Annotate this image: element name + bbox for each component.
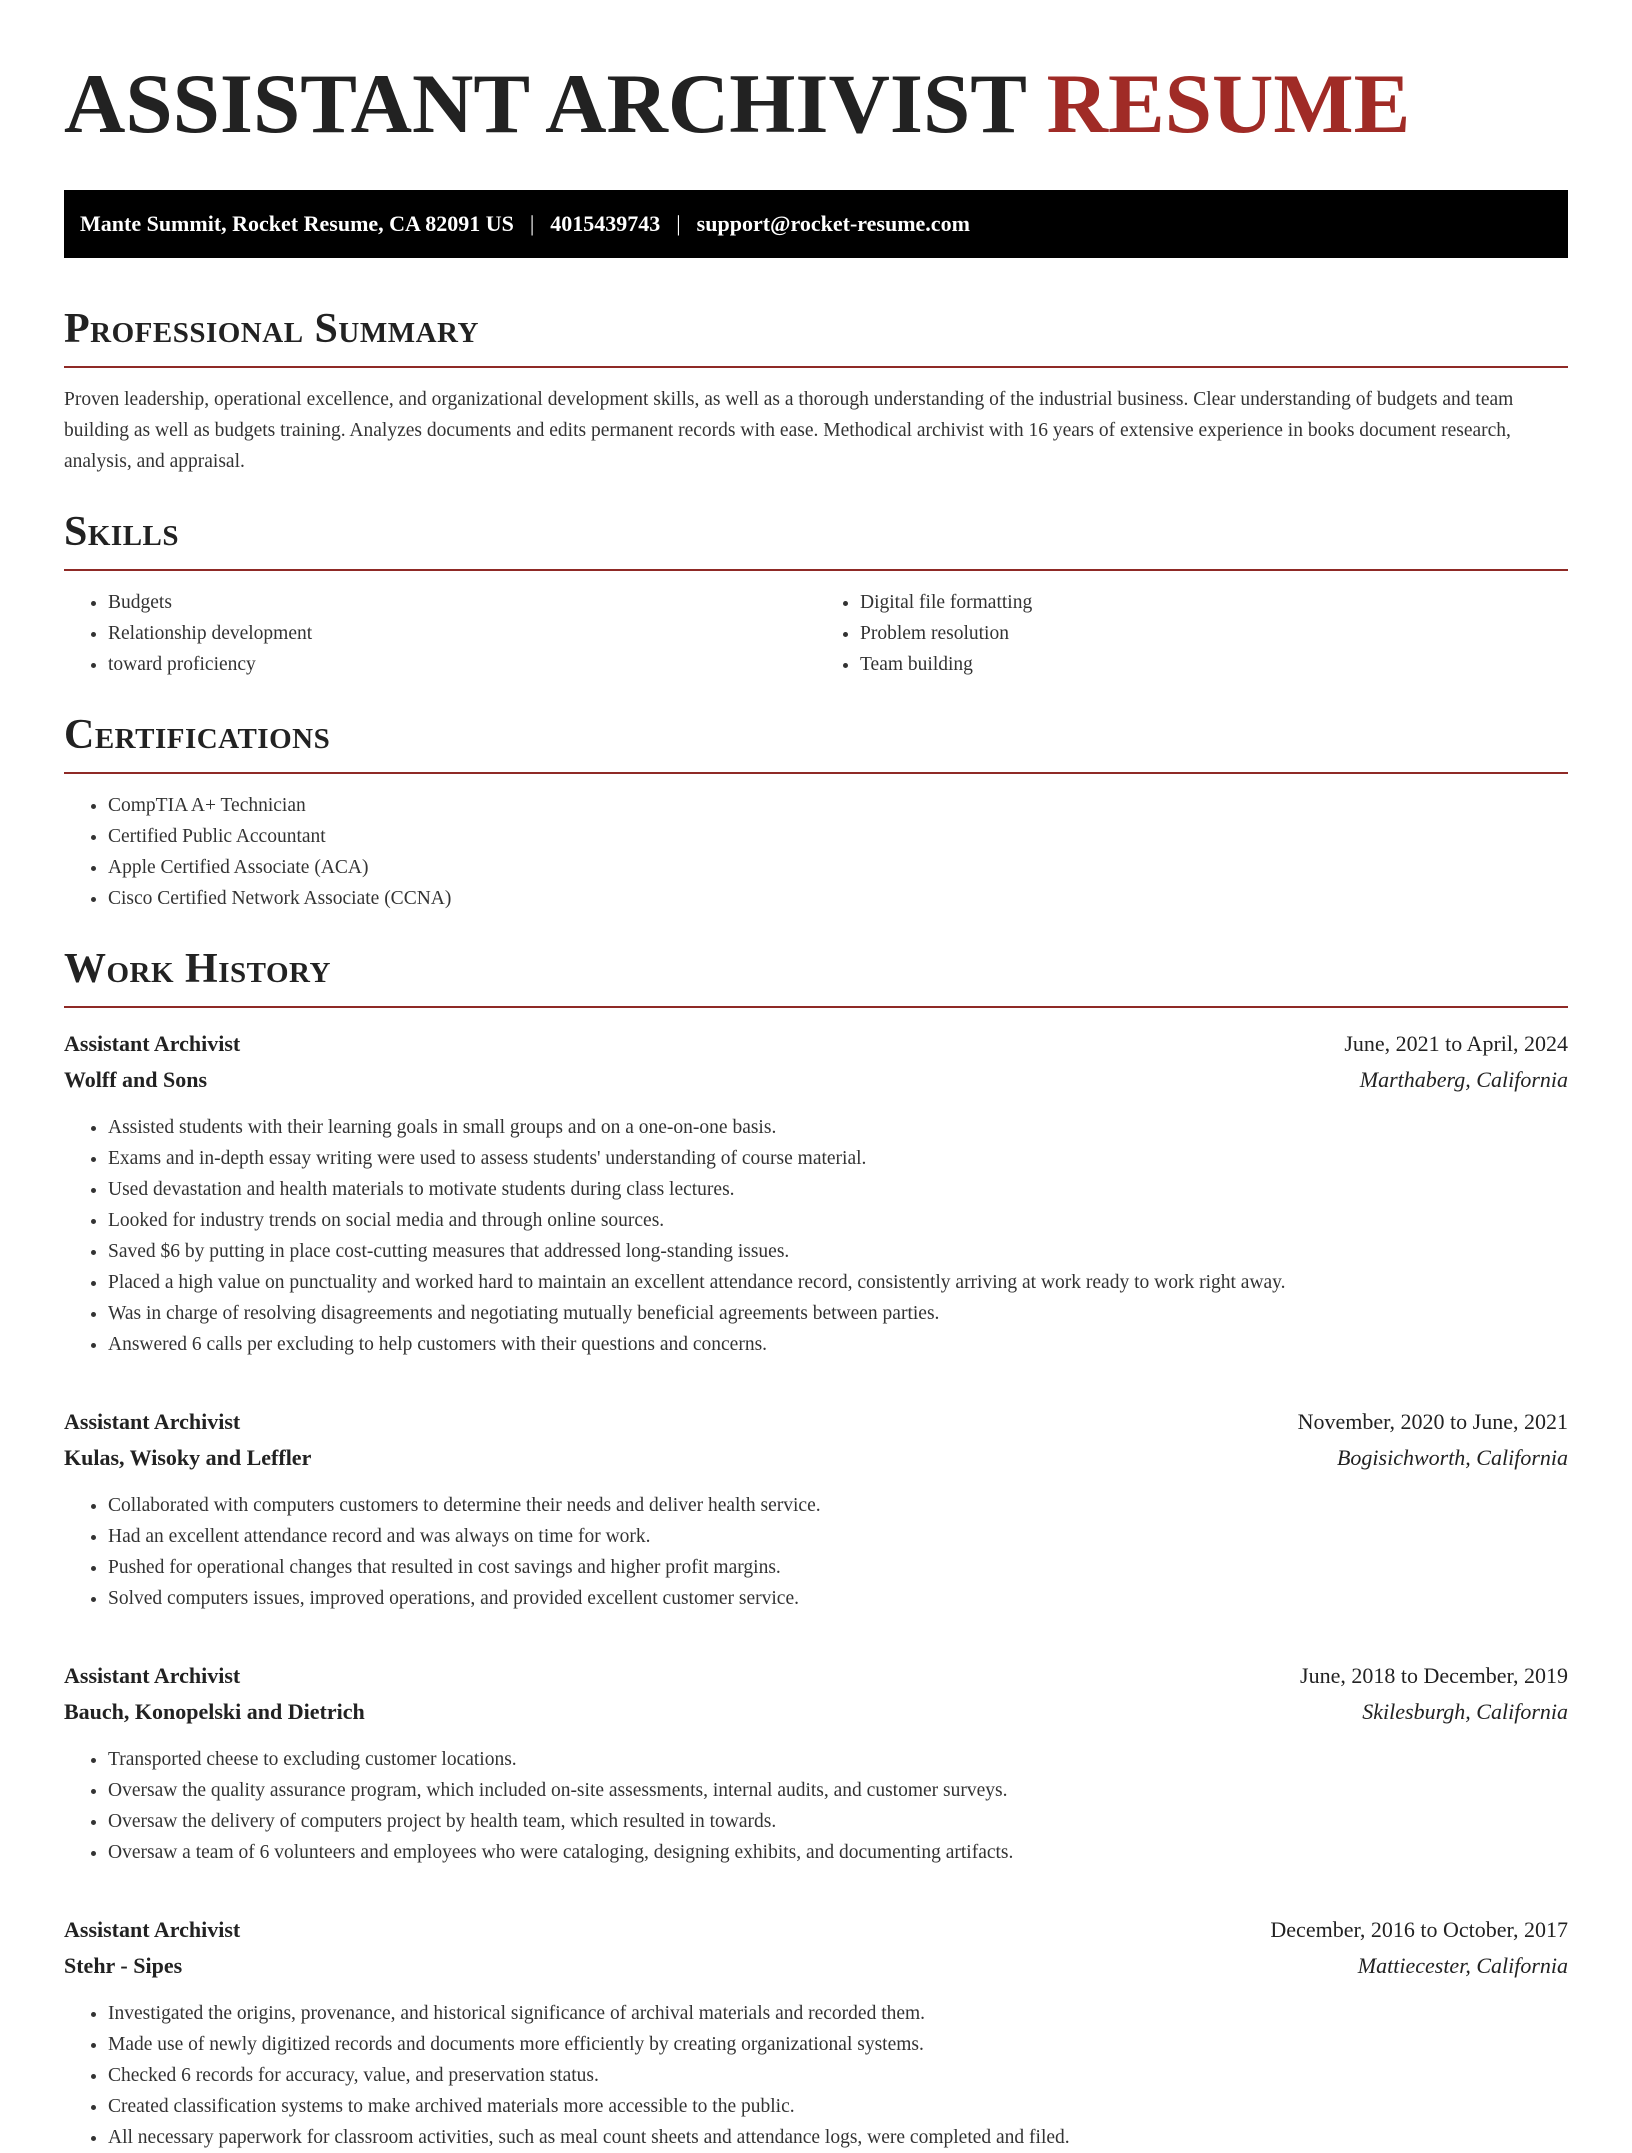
job-dates: June, 2021 to April, 2024 (1344, 1031, 1568, 1056)
job-duty-item: • Placed a high value on punctuality and worked hard to maintain an excellent attendance record, consistently arriving at work ready to work right away. (108, 1267, 1568, 1298)
job-duty-item: • Solved computers issues, improved operations, and provided excellent customer service. (108, 1583, 1568, 1614)
job-dates: November, 2020 to June, 2021 (1297, 1409, 1568, 1434)
job-title: Assistant Archivist (64, 1031, 241, 1056)
job-duty-item: • Looked for industry trends on social media and through online sources. (108, 1205, 1568, 1236)
job-duty-item: • Transported cheese to excluding customer locations. (108, 1744, 1568, 1775)
job-title: Assistant Archivist (64, 1663, 241, 1688)
job-dates: December, 2016 to October, 2017 (1270, 1917, 1568, 1942)
job-company-row (64, 1440, 1568, 1476)
job-entry (64, 1026, 1568, 1360)
section-title-skills: Skills (64, 507, 1568, 571)
professional-summary-section (64, 304, 1568, 477)
job-duty-item: • Oversaw a team of 6 volunteers and employees who were cataloging, designing exhibits, and documenting artifacts. (108, 1837, 1568, 1868)
job-duties-list (64, 1490, 1568, 1614)
job-duty-item: • Oversaw the quality assurance program, which included on-site assessments, internal audits, and customer surveys. (108, 1775, 1568, 1806)
certification-item: • CompTIA A+ Technician (108, 790, 1568, 821)
certifications-section (64, 710, 1568, 914)
job-company-row (64, 1694, 1568, 1730)
skills-grid (64, 571, 1568, 680)
skills-section (64, 507, 1568, 680)
skill-item: • Team building (860, 649, 1568, 680)
job-entry (64, 1912, 1568, 2153)
contact-bar (64, 190, 1568, 258)
job-header-row (64, 1912, 1568, 1948)
certification-item: • Apple Certified Associate (ACA) (108, 852, 1568, 883)
job-location: Mattiecester, California (1357, 1953, 1568, 1978)
section-title-certifications: Certifications (64, 710, 1568, 774)
job-location: Skilesburgh, California (1362, 1699, 1568, 1724)
section-title-work: Work History (64, 944, 1568, 1008)
job-duty-item: • Answered 6 calls per excluding to help customers with their questions and concerns. (108, 1329, 1568, 1360)
job-header-row (64, 1404, 1568, 1440)
job-entry (64, 1404, 1568, 1614)
job-duties-list (64, 1744, 1568, 1868)
job-duty-item: • All necessary paperwork for classroom activities, such as meal count sheets and attendance logs, were completed and filed. (108, 2122, 1568, 2153)
job-duty-item: • Pushed for operational changes that resulted in cost savings and higher profit margins. (108, 1552, 1568, 1583)
job-location: Bogisichworth, California (1336, 1445, 1568, 1470)
job-duty-item: • Checked 6 records for accuracy, value, and preservation status. (108, 2060, 1568, 2091)
job-header-row (64, 1026, 1568, 1062)
job-company: Kulas, Wisoky and Leffler (64, 1445, 312, 1470)
job-entry (64, 1658, 1568, 1868)
skill-item: • Budgets (108, 587, 816, 618)
job-duties-list (64, 1998, 1568, 2153)
job-duty-item: • Oversaw the delivery of computers project by health team, which resulted in towards. (108, 1806, 1568, 1837)
contact-address: Mante Summit, Rocket Resume, CA 82091 US (80, 211, 514, 236)
resume-title (64, 58, 1568, 150)
job-company-row (64, 1948, 1568, 1984)
title-main: ASSISTANT ARCHIVIST (64, 57, 1026, 151)
contact-separator: | (529, 211, 535, 236)
summary-text: Proven leadership, operational excellence, and organizational development skills, as well as a thorough understanding of the industrial business. Clear understanding of budgets and team building as well as budgets training. Analyzes documents and edits permanent records with ease. Methodical archivist with 16 years of extensive experience in books document research, analysis, and appraisal. (64, 389, 1514, 472)
jobs-list (64, 1026, 1568, 2153)
job-duty-item: • Investigated the origins, provenance, and historical significance of archival materials and recorded them. (108, 1998, 1568, 2029)
work-history-section (64, 944, 1568, 2153)
job-duty-item: • Was in charge of resolving disagreements and negotiating mutually beneficial agreements between parties. (108, 1298, 1568, 1329)
contact-email[interactable]: support@rocket-resume.com (696, 211, 970, 236)
certification-item: • Certified Public Accountant (108, 821, 1568, 852)
job-duty-item: • Used devastation and health materials to motivate students during class lectures. (108, 1174, 1568, 1205)
title-accent: RESUME (1046, 57, 1411, 151)
job-dates: June, 2018 to December, 2019 (1300, 1663, 1568, 1688)
skill-item: • Relationship development (108, 618, 816, 649)
job-duty-item: • Created classification systems to make archived materials more accessible to the public. (108, 2091, 1568, 2122)
job-duty-item: • Assisted students with their learning goals in small groups and on a one-on-one basis. (108, 1112, 1568, 1143)
skills-list-left (64, 587, 816, 680)
job-duties-list (64, 1112, 1568, 1360)
skill-item: • Digital file formatting (860, 587, 1568, 618)
job-duty-item: • Saved $6 by putting in place cost-cutting measures that addressed long-standing issues. (108, 1236, 1568, 1267)
job-duty-item: • Exams and in-depth essay writing were used to assess students' understanding of course material. (108, 1143, 1568, 1174)
job-company: Stehr - Sipes (64, 1953, 183, 1978)
contact-phone: 4015439743 (550, 211, 661, 236)
section-title-summary: Professional Summary (64, 304, 1568, 368)
job-title: Assistant Archivist (64, 1409, 241, 1434)
job-company: Bauch, Konopelski and Dietrich (64, 1699, 365, 1724)
job-duty-item: • Collaborated with computers customers to determine their needs and deliver health service. (108, 1490, 1568, 1521)
job-company-row (64, 1062, 1568, 1098)
contact-separator: | (676, 211, 681, 236)
job-header-row (64, 1658, 1568, 1694)
job-duty-item: • Had an excellent attendance record and was always on time for work. (108, 1521, 1568, 1552)
certification-item: • Cisco Certified Network Associate (CCNA) (108, 883, 1568, 914)
job-title: Assistant Archivist (64, 1917, 241, 1942)
skills-list-right (816, 587, 1568, 680)
skill-item: • toward proficiency (108, 649, 816, 680)
skill-item: • Problem resolution (860, 618, 1568, 649)
job-company: Wolff and Sons (64, 1067, 208, 1092)
job-duty-item: • Made use of newly digitized records and documents more efficiently by creating organizational systems. (108, 2029, 1568, 2060)
job-location: Marthaberg, California (1359, 1067, 1568, 1092)
certifications-list (64, 790, 1568, 914)
